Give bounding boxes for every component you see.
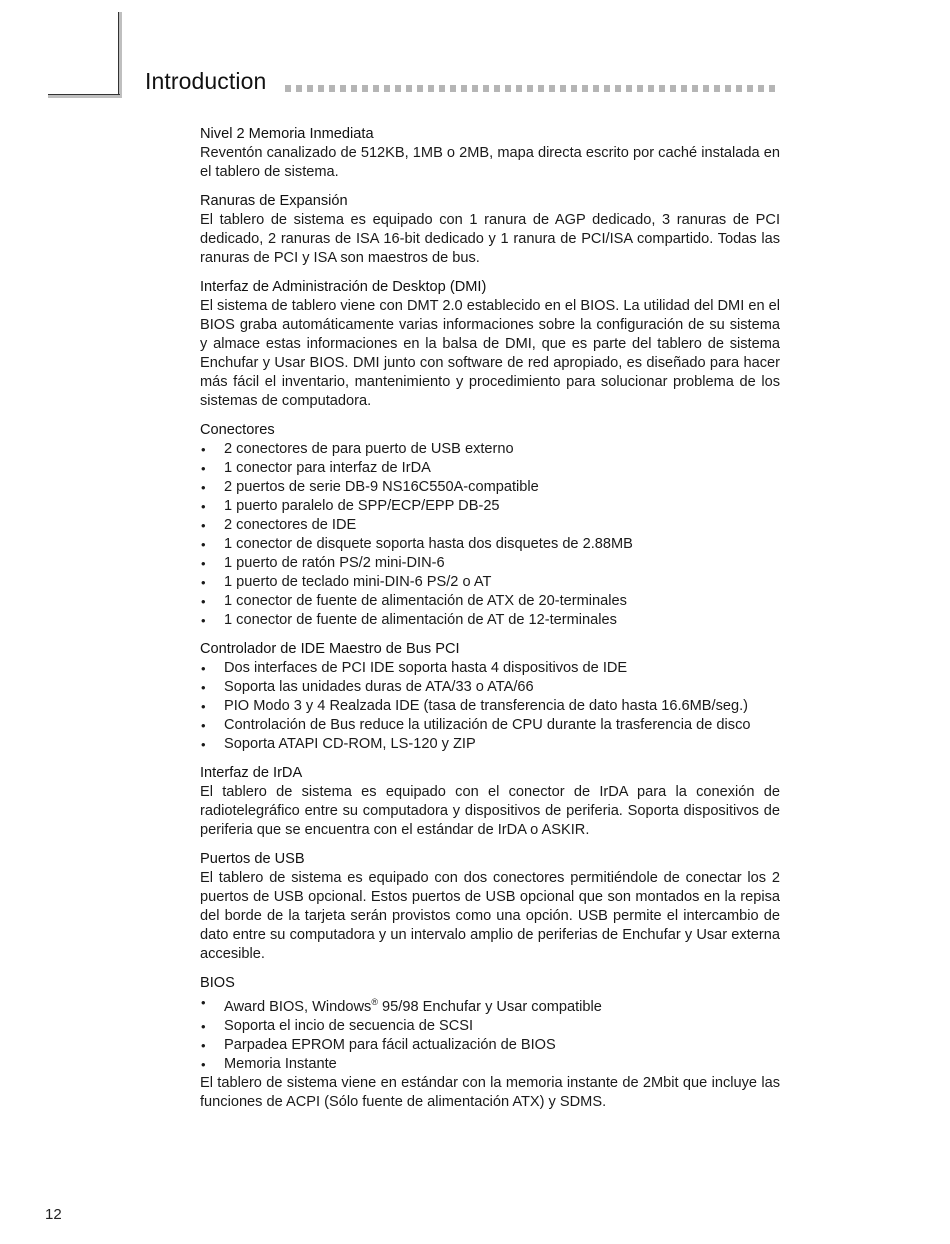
title-dot xyxy=(384,85,390,92)
title-dot xyxy=(582,85,588,92)
title-dot xyxy=(296,85,302,92)
bios-item-suffix: 95/98 Enchufar y Usar compatible xyxy=(377,998,602,1015)
section-heading: Ranuras de Expansión xyxy=(200,193,348,209)
title-dot xyxy=(351,85,357,92)
page-title: Introduction xyxy=(145,68,267,94)
corner-mark-vertical xyxy=(118,12,122,98)
section-body: El tablero de sistema es equipado con el conector de IrDA para la conexión de radiotelegráfico entre su computadora y dispositivos de periferia. Soporta dispositivos de periferia que se encuentra con el estándar de IrDA o ASKIR. xyxy=(200,784,780,838)
title-dot xyxy=(692,85,698,92)
title-dot xyxy=(703,85,709,92)
title-dot xyxy=(747,85,753,92)
title-dot xyxy=(373,85,379,92)
list-item: • PIO Modo 3 y 4 Realzada IDE (tasa de transferencia de dato hasta 16.6MB/seg.) xyxy=(200,697,780,716)
title-dot xyxy=(461,85,467,92)
list-item: • 2 conectores de IDE xyxy=(200,516,780,535)
list-item: • 1 puerto de teclado mini-DIN-6 PS/2 o AT xyxy=(200,573,780,592)
section-heading: Controlador de IDE Maestro de Bus PCI xyxy=(200,641,460,657)
list-item: • Soporta ATAPI CD-ROM, LS-120 y ZIP xyxy=(200,735,780,754)
list-item xyxy=(200,993,780,1017)
section-body: El tablero de sistema es equipado con 1 ranura de AGP dedicado, 3 ranuras de PCI dedicado, 2 ranuras de ISA 16-bit dedicado y 1 ranura de PCI/ISA compartido. Todas las ranuras de PCI y ISA son maestros de bus. xyxy=(200,212,780,266)
title-dot xyxy=(560,85,566,92)
title-dot xyxy=(450,85,456,92)
title-dot xyxy=(395,85,401,92)
list-item: • Dos interfaces de PCI IDE soporta hasta 4 dispositivos de IDE xyxy=(200,659,780,678)
title-dot xyxy=(725,85,731,92)
list-item: • 1 puerto paralelo de SPP/ECP/EPP DB-25 xyxy=(200,497,780,516)
section-conectores xyxy=(200,421,780,630)
title-dot xyxy=(362,85,368,92)
title-dot xyxy=(428,85,434,92)
section-body: Reventón canalizado de 512KB, 1MB o 2MB, mapa directa escrito por caché instalada en el tablero de sistema. xyxy=(200,145,780,180)
title-dot xyxy=(549,85,555,92)
title-dot xyxy=(769,85,775,92)
title-dot xyxy=(571,85,577,92)
bullet-list xyxy=(200,440,780,630)
list-item: • 1 conector de disquete soporta hasta dos disquetes de 2.88MB xyxy=(200,535,780,554)
list-item: • 1 puerto de ratón PS/2 mini-DIN-6 xyxy=(200,554,780,573)
list-item: • Soporta las unidades duras de ATA/33 o ATA/66 xyxy=(200,678,780,697)
list-item: • 1 conector de fuente de alimentación de AT de 12-terminales xyxy=(200,611,780,630)
title-dot xyxy=(670,85,676,92)
title-dot xyxy=(406,85,412,92)
title-dot xyxy=(615,85,621,92)
section-memoria xyxy=(200,125,780,182)
list-item: • Parpadea EPROM para fácil actualización de BIOS xyxy=(200,1036,780,1055)
title-dot xyxy=(340,85,346,92)
section-dmi xyxy=(200,278,780,411)
section-heading: Conectores xyxy=(200,422,275,438)
registered-mark: ® xyxy=(371,997,378,1007)
title-dot xyxy=(593,85,599,92)
section-bios xyxy=(200,974,780,1112)
title-dot xyxy=(318,85,324,92)
title-dot-rule xyxy=(285,85,925,93)
title-dot xyxy=(714,85,720,92)
title-dot xyxy=(494,85,500,92)
bios-item-prefix: Award BIOS, Windows xyxy=(224,998,372,1015)
page-number: 12 xyxy=(45,1206,62,1223)
list-item: • Controlación de Bus reduce la utilización de CPU durante la trasferencia de disco xyxy=(200,716,780,735)
title-dot xyxy=(604,85,610,92)
title-dot xyxy=(659,85,665,92)
section-heading: BIOS xyxy=(200,975,235,991)
title-dot xyxy=(648,85,654,92)
title-dot xyxy=(527,85,533,92)
title-dot xyxy=(505,85,511,92)
section-heading: Puertos de USB xyxy=(200,851,305,867)
title-dot xyxy=(626,85,632,92)
title-dot xyxy=(516,85,522,92)
title-dot xyxy=(439,85,445,92)
section-heading: Nivel 2 Memoria Inmediata xyxy=(200,126,374,142)
section-body: El tablero de sistema viene en estándar con la memoria instante de 2Mbit que incluye las funciones de ACPI (Sólo fuente de alimentación ATX) y SDMS. xyxy=(200,1074,780,1110)
section-heading: Interfaz de Administración de Desktop (DMI) xyxy=(200,279,487,295)
title-dot xyxy=(329,85,335,92)
list-item: • 1 conector de fuente de alimentación de ATX de 20-terminales xyxy=(200,592,780,611)
title-dot xyxy=(736,85,742,92)
corner-mark-horizontal xyxy=(48,94,120,98)
title-dot xyxy=(681,85,687,92)
list-item: • 2 conectores de para puerto de USB externo xyxy=(200,440,780,459)
bullet-list xyxy=(200,993,780,1074)
bullet-list xyxy=(200,659,780,754)
section-ranuras xyxy=(200,192,780,268)
title-dot xyxy=(538,85,544,92)
title-dot xyxy=(472,85,478,92)
title-dot xyxy=(637,85,643,92)
section-body: El sistema de tablero viene con DMT 2.0 establecido en el BIOS. La utilidad del DMI en el BIOS graba automáticamente varias informaciones sobre la configuración de su sistema y almace estas informaciones en la balsa de DMI, que es parte del tablero de sistema Enchufar y Usar BIOS. DMI junto con software de red apropiado, es diseñado para hacer más fácil el inventario, mantenimiento y procedimiento para solucionar problema de los sistemas de computadora. xyxy=(200,298,780,409)
header xyxy=(145,68,785,102)
section-ide xyxy=(200,640,780,754)
section-irda xyxy=(200,764,780,840)
list-item: • 1 conector para interfaz de IrDA xyxy=(200,459,780,478)
section-heading: Interfaz de IrDA xyxy=(200,765,303,781)
title-dot xyxy=(285,85,291,92)
section-body: El tablero de sistema es equipado con dos conectores permitiéndole de conectar los 2 puertos de USB opcional. Estos puertos de USB opcional que son montados en la repisa del borde de la tarjeta serán provistos como una opción. USB permite el intercambio de dato entre su computadora y un intervalo amplio de periferias de Enchufar y Usar externa accesible. xyxy=(200,870,780,962)
section-usb xyxy=(200,850,780,964)
list-item: • Soporta el incio de secuencia de SCSI xyxy=(200,1017,780,1036)
list-item: • Memoria Instante xyxy=(200,1055,780,1074)
main-content xyxy=(200,125,780,1122)
list-item: • 2 puertos de serie DB-9 NS16C550A-compatible xyxy=(200,478,780,497)
title-dot xyxy=(758,85,764,92)
title-dot xyxy=(417,85,423,92)
title-dot xyxy=(307,85,313,92)
title-dot xyxy=(483,85,489,92)
